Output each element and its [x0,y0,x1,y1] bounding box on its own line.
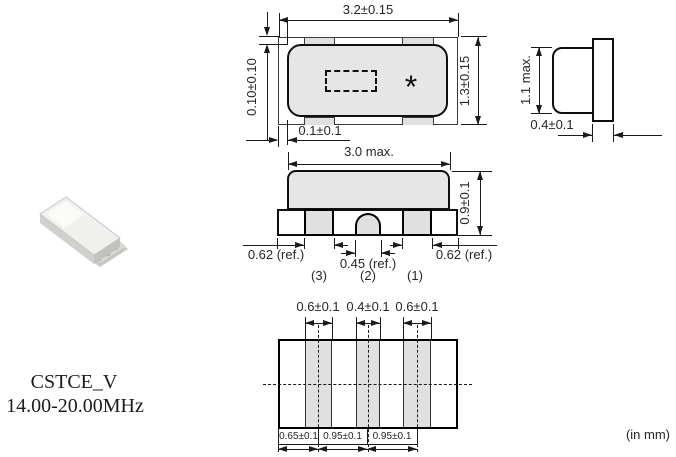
dim-substrate-thickness-label: 0.4±0.1 [530,117,574,132]
dim-side-gap-label: 0.1±0.1 [298,123,342,138]
arrow-left-icon [334,242,343,248]
dim-pad-pitch-right: 0.95±0.1 [372,431,412,442]
arrow-left-icon [288,137,297,143]
terminal-3 [304,209,334,236]
arrow-left-icon [403,320,412,326]
terminal-number-2: (2) [360,268,376,283]
arrow-right-icon [449,17,458,23]
terminal-1 [402,209,432,236]
dim-pad-pitch-left: 0.65±0.1 [279,431,318,442]
arrow-left-icon [305,320,314,326]
dim-top-height-label: 1.3±0.15 [457,55,472,107]
arrow-left-icon [356,320,365,326]
dim-cap-height-label: 1.1 max. [518,55,533,105]
arrow-up-icon [536,47,542,56]
component-photo [32,186,132,270]
units-note: (in mm) [625,427,670,442]
side-view-substrate [592,38,614,122]
dim-terminal-center-label: 0.45 (ref.) [339,256,397,271]
product-frequency-label: 14.00-20.00MHz [6,395,144,417]
terminal-number-1: (1) [407,268,423,283]
dim-pad-pitch-center: 0.95±0.1 [323,431,362,442]
arrow-right-icon [441,161,450,167]
arrow-right-icon [393,242,402,248]
arrow-right-icon [309,446,318,452]
arrow-left-icon [288,161,297,167]
arrow-up-icon [264,44,270,53]
dim-cap-offset-label: 0.10±0.10 [244,58,259,116]
arrow-down-icon [477,226,483,235]
arrow-down-icon [264,27,270,36]
arrow-right-icon [583,132,592,138]
top-view-marking-area [325,70,377,92]
dim-pad-width-left: 0.6±0.1 [296,299,340,314]
dim-cap-width-label: 3.0 max. [344,144,394,159]
arrow-left-icon [367,446,376,452]
arrow-right-icon [422,320,431,326]
side-view-cap [552,47,594,114]
product-series-label: CSTCE_V [30,371,118,393]
arrow-right-icon [323,320,332,326]
arrow-left-icon [278,446,287,452]
terminal-number-3: (3) [311,268,327,283]
terminal-2-dome [355,213,381,234]
arrow-right-icon [358,446,367,452]
dim-pad-width-center: 0.4±0.1 [346,299,390,314]
front-view-cap [287,170,450,210]
arrow-right-icon [269,137,278,143]
component-3d-render [32,186,132,270]
arrow-left-icon [614,132,623,138]
arrow-right-icon [408,446,417,452]
arrow-right-icon [371,320,380,326]
arrow-left-icon [318,446,327,452]
arrow-up-icon [477,171,483,180]
arrow-up-icon [475,37,481,46]
dim-terminal-left-label: 0.62 (ref.) [247,247,305,262]
orientation-marking: * [404,69,418,105]
dim-top-width-label: 3.2±0.15 [342,2,394,17]
centerline [263,384,472,385]
dim-pad-width-right: 0.6±0.1 [395,299,439,314]
top-view-tab [402,117,434,125]
dim-total-height-label: 0.9±0.1 [457,181,472,225]
dim-terminal-right-label: 0.62 (ref.) [435,247,493,262]
